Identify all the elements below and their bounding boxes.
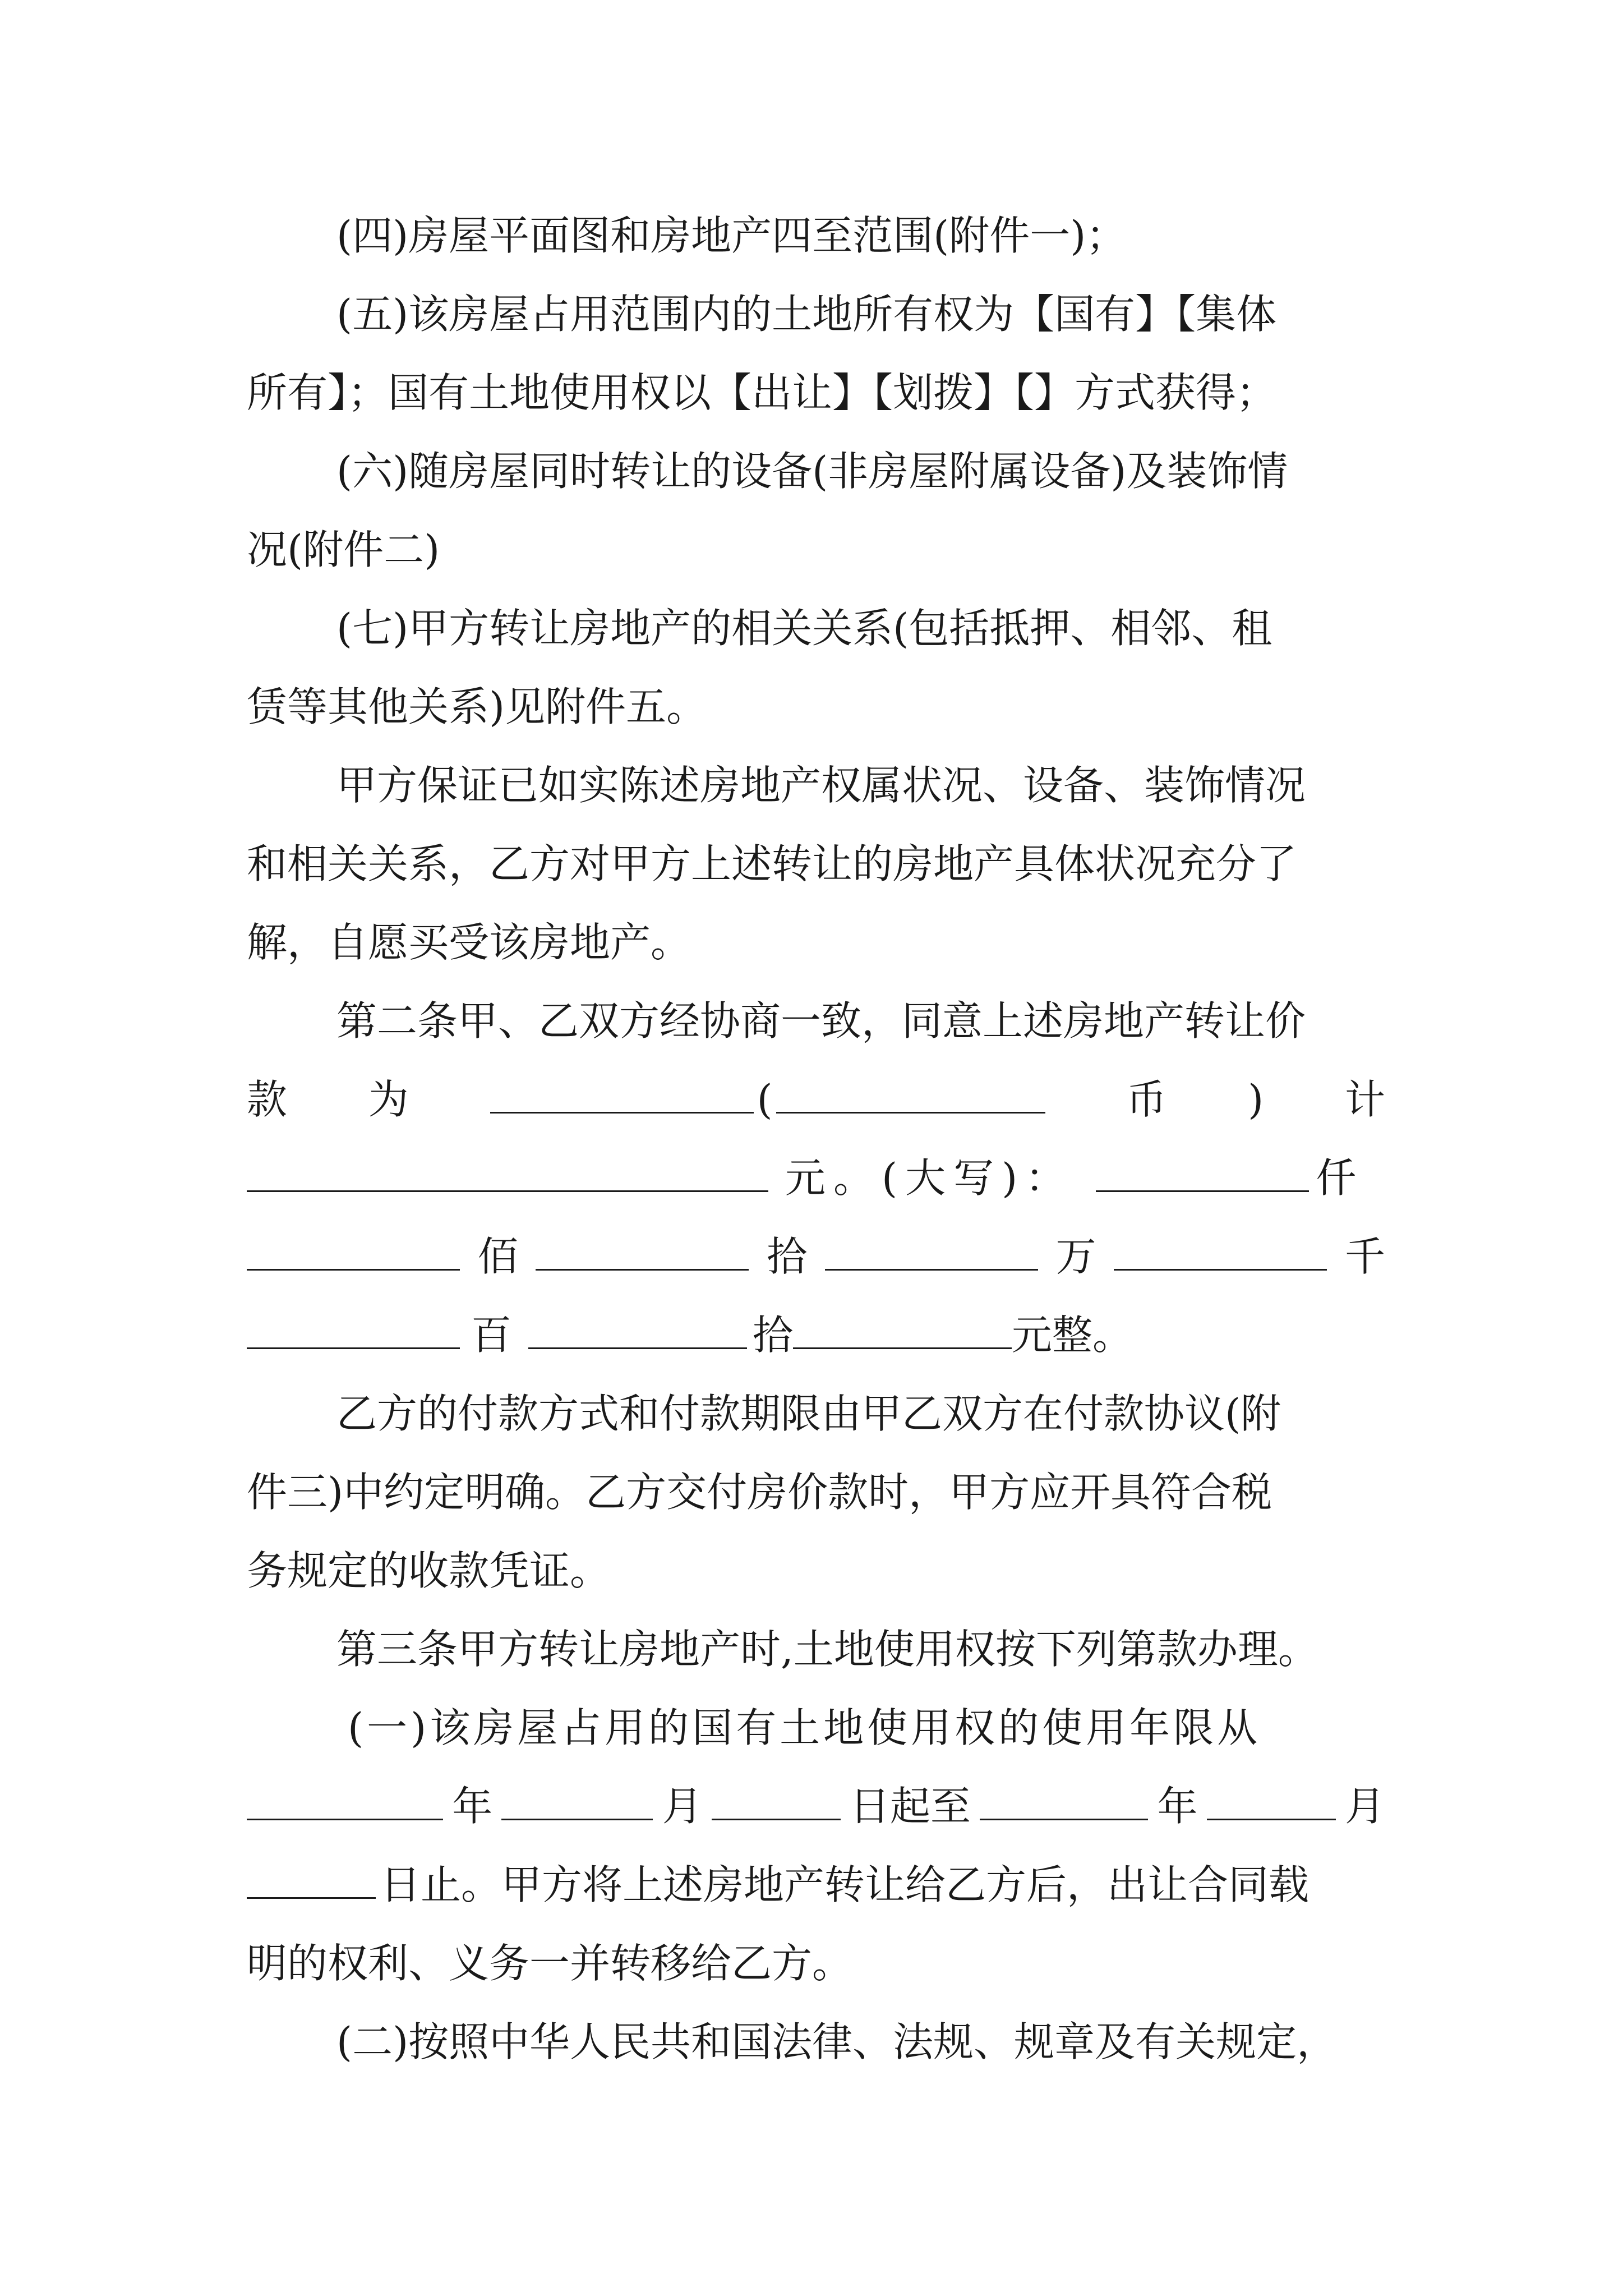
yuan-blank[interactable] (793, 1313, 1012, 1349)
yuan-daxie-text: 元。(大写)： (785, 1154, 1074, 1202)
article-2-price-line (247, 1071, 1385, 1128)
article-2-line-1: 第二条甲、乙双方经协商一致，同意上述房地产转让价 (336, 997, 1306, 1045)
end-year-blank[interactable] (980, 1784, 1148, 1820)
qian-text: 千 (1344, 1233, 1385, 1280)
qian-wan-text: 仟 (1316, 1154, 1357, 1202)
currency-text: 币 (1126, 1076, 1167, 1123)
yuanzheng-text: 元整。 (1012, 1312, 1133, 1359)
bai-text: 百 (471, 1312, 512, 1359)
price-blank-group (490, 1071, 1045, 1128)
guarantee-line-1: 甲方保证已如实陈述房地产权属状况、设备、装饰情况 (336, 762, 1306, 809)
article-3-2-line-1: (二)按照中华人民共和国法律、法规、规章及有关规定， (336, 2018, 1338, 2065)
clause-4: (四)房屋平面图和房地产四至范围(附件一)； (336, 212, 1127, 259)
shi-text: 拾 (753, 1312, 794, 1359)
clause-6-line-1: (六)随房屋同时转让的设备(非房屋附属设备)及装饰情 (336, 448, 1288, 495)
paren-open-text: ( (757, 1076, 773, 1123)
amount-total-blank[interactable] (247, 1156, 768, 1192)
ji-text: 计 (1344, 1076, 1385, 1123)
bai-wan-blank[interactable] (247, 1234, 460, 1271)
end-day-blank[interactable] (247, 1862, 376, 1899)
start-month-blank[interactable] (501, 1784, 653, 1820)
paren-close-text: ) (1248, 1076, 1264, 1123)
wan-text: 万 (1055, 1233, 1096, 1280)
end-month-blank[interactable] (1207, 1784, 1336, 1820)
price-amount-blank[interactable] (490, 1077, 754, 1114)
clause-5-text: (五)该房屋占用范围内的土地所有权为【国有】【集体 (336, 291, 1277, 338)
payment-line-1: 乙方的付款方式和付款期限由甲乙双方在付款协议(附 (336, 1390, 1281, 1437)
article-3-1-line-3 (247, 1857, 1385, 1913)
start-year-text: 年 (452, 1783, 493, 1830)
guarantee-line-2: 和相关关系，乙方对甲方上述转让的房地产具体状况充分了 (247, 840, 1297, 887)
kuan-text: 款 (247, 1076, 288, 1123)
article-3-1-line-1: (一)该房屋占用的国有土地使用权的使用年限从 (348, 1704, 1261, 1751)
start-day-blank[interactable] (712, 1784, 841, 1820)
guarantee-line-3: 解，自愿买受该房地产。 (247, 919, 691, 966)
clause-5-line-1 (336, 286, 1385, 342)
clause-7-line-1: (七)甲方转让房地产的相关关系(包括抵押、相邻、租 (336, 605, 1272, 652)
bai-wan-text: 佰 (477, 1233, 518, 1280)
shi-wan-text: 拾 (767, 1233, 808, 1280)
qian-blank[interactable] (1114, 1234, 1327, 1271)
article-3-1-line-3-text: 日止。甲方将上述房地产转让给乙方后，出让合同载 (380, 1861, 1310, 1908)
wei-text: 为 (368, 1076, 409, 1123)
wan-blank[interactable] (825, 1234, 1038, 1271)
shi-blank[interactable] (528, 1313, 747, 1349)
end-year-text: 年 (1157, 1783, 1198, 1830)
clause-7-line-2: 赁等其他关系)见附件五。 (247, 683, 707, 730)
article-3-1-dates-line (247, 1778, 1385, 1834)
article-2-digits-line-1 (247, 1228, 1385, 1285)
start-year-blank[interactable] (247, 1784, 443, 1820)
article-2-daxie-line (247, 1150, 1385, 1206)
payment-line-2: 件三)中约定明确。乙方交付房价款时，甲方应开具符合税 (247, 1469, 1272, 1516)
end-month-text: 月 (1344, 1783, 1385, 1830)
payment-line-3: 务规定的收款凭证。 (247, 1547, 611, 1594)
clause-5-line-2: 所有】；国有土地使用权以【出让】【划拨】【】方式获得； (247, 369, 1277, 416)
article-3-1-line-4: 明的权利、义务一并转移给乙方。 (247, 1940, 853, 1987)
start-day-to-text: 日起至 (850, 1783, 971, 1830)
qian-wan-blank[interactable] (1096, 1156, 1309, 1192)
currency-blank[interactable] (776, 1077, 1045, 1114)
article-2-digits-line-2 (247, 1307, 1385, 1363)
article-3-line-1: 第三条甲方转让房地产时,土地使用权按下列第款办理。 (336, 1626, 1318, 1673)
start-month-text: 月 (662, 1783, 703, 1830)
clause-6-line-2: 况(附件二) (247, 526, 440, 573)
shi-wan-blank[interactable] (536, 1234, 749, 1271)
bai-blank[interactable] (247, 1313, 460, 1349)
